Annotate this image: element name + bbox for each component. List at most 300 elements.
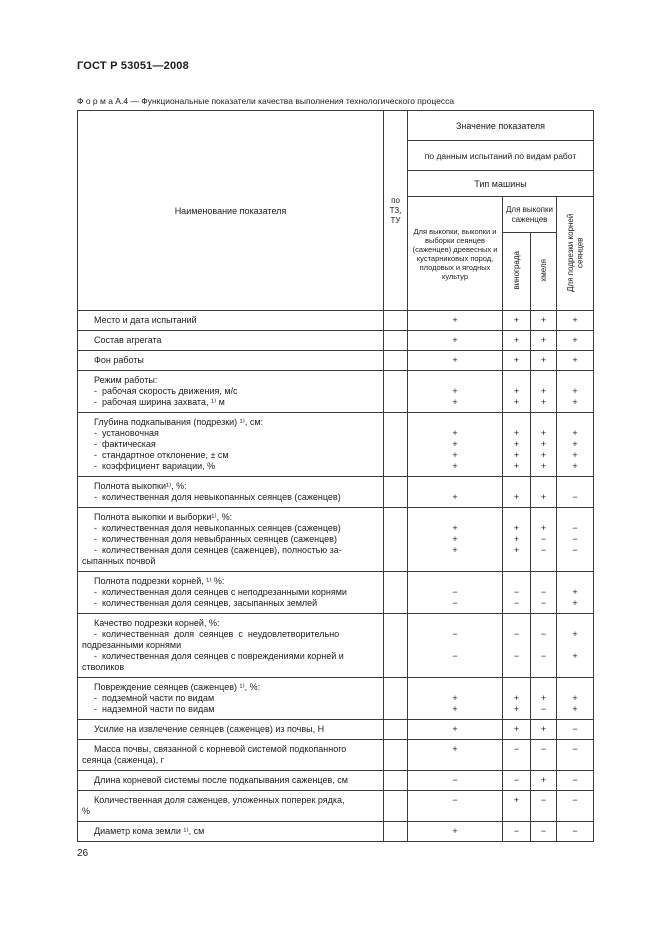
table-row <box>78 614 594 678</box>
value-mark: + <box>540 355 547 365</box>
tz-tu-value-cell <box>384 351 408 371</box>
value-cell <box>531 791 557 822</box>
value-mark: + <box>572 629 578 639</box>
indicator-label-line: Полнота выкопки¹⁾, %: <box>94 481 187 491</box>
value-cell <box>503 791 531 822</box>
value-mark: + <box>513 545 520 555</box>
machine4-vertical-label: Для подрезки корней сеянцев <box>565 213 584 292</box>
value-mark: − <box>452 587 458 597</box>
indicator-label-line: Усилие на извлечение сеянцев (саженцев) из почвы, Н <box>94 724 325 734</box>
value-cell <box>531 331 557 351</box>
value-mark <box>557 618 593 629</box>
value-mark <box>408 640 502 651</box>
value-cell <box>503 740 531 771</box>
value-mark: − <box>572 534 578 544</box>
value-mark: + <box>452 461 458 471</box>
value-mark: − <box>513 587 520 597</box>
value-cell <box>408 311 503 331</box>
indicator-label-cell <box>78 311 384 331</box>
value-mark <box>408 682 502 693</box>
indicator-label-line: подрезанными корнями <box>82 640 182 650</box>
tz-tu-value-cell <box>384 614 408 678</box>
value-mark <box>557 417 593 428</box>
value-mark: + <box>513 439 520 449</box>
value-mark: + <box>452 439 458 449</box>
indicator-label-line: сеянца (саженца), г <box>82 755 164 765</box>
indicator-label-line: - количественная доля сеянцев, засыпанных землей <box>94 598 318 608</box>
indicator-label-cell <box>78 508 384 572</box>
value-mark: + <box>452 704 458 714</box>
indicator-label-cell <box>78 614 384 678</box>
indicator-label-line: Количественная доля саженцев, уложенных поперек рядка, <box>94 795 345 805</box>
value-mark: + <box>572 335 578 345</box>
value-mark: + <box>540 523 547 533</box>
value-cell <box>531 614 557 678</box>
table-row <box>78 413 594 477</box>
value-mark: + <box>572 315 578 325</box>
value-mark <box>557 576 593 587</box>
indicator-label-cell <box>78 740 384 771</box>
value-cell <box>408 791 503 822</box>
tz-tu-value-cell <box>384 771 408 791</box>
indicator-label-line: Состав агрегата <box>94 335 162 345</box>
value-mark: + <box>572 704 578 714</box>
value-cell <box>557 572 594 614</box>
value-mark: + <box>513 397 520 407</box>
value-mark <box>531 481 556 492</box>
indicators-table <box>77 110 594 842</box>
col-header-machine-group2: Для выкопки саженцев <box>503 197 557 233</box>
value-mark <box>503 512 530 523</box>
value-cell <box>503 477 531 508</box>
value-mark: + <box>513 523 520 533</box>
value-mark: − <box>572 523 578 533</box>
value-mark: + <box>540 775 547 785</box>
value-cell <box>408 771 503 791</box>
value-mark: − <box>513 826 520 836</box>
value-mark: + <box>572 386 578 396</box>
value-cell <box>531 572 557 614</box>
indicator-label-line: Полнота подрезки корней, ¹⁾ %: <box>94 576 225 586</box>
indicator-label-cell <box>78 371 384 413</box>
value-mark: + <box>513 704 520 714</box>
value-mark: + <box>540 492 547 502</box>
value-mark: + <box>572 355 578 365</box>
indicator-label-line: - количественная доля сеянцев с повреждениями корней и <box>94 651 344 661</box>
col-header-by-tests: по данным испытаний по видам работ <box>408 141 594 171</box>
table-row <box>78 311 594 331</box>
indicator-label-cell <box>78 822 384 842</box>
value-mark: − <box>572 724 578 734</box>
table-row <box>78 720 594 740</box>
value-mark: + <box>513 355 520 365</box>
value-cell <box>503 771 531 791</box>
table-row <box>78 791 594 822</box>
col-header-tz-tu: по ТЗ, ТУ <box>384 111 408 311</box>
indicator-label-line: - надземной части по видам <box>94 704 215 714</box>
value-cell <box>557 822 594 842</box>
indicator-label-cell <box>78 771 384 791</box>
value-mark: + <box>572 693 578 703</box>
table-row <box>78 351 594 371</box>
value-mark: + <box>540 439 547 449</box>
col-header-value-title: Значение показателя <box>408 111 594 141</box>
value-mark: + <box>540 450 547 460</box>
indicator-label-line: стволиков <box>82 662 125 672</box>
indicator-label-cell <box>78 720 384 740</box>
value-mark: − <box>572 775 578 785</box>
table-row <box>78 477 594 508</box>
indicator-label-line: сыпанных почвой <box>82 556 156 566</box>
indicator-label-line: Длина корневой системы после подкапывания саженцев, см <box>94 775 348 785</box>
value-mark <box>408 662 502 673</box>
indicator-label-line: Диаметр кома земли ¹⁾, см <box>94 826 205 836</box>
machine2-vertical-label: винограда <box>511 251 521 290</box>
tz-tu-value-cell <box>384 740 408 771</box>
value-mark: + <box>513 315 520 325</box>
value-cell <box>531 771 557 791</box>
indicator-label-line: - стандартное отклонение, ± см <box>94 450 229 460</box>
value-cell <box>503 614 531 678</box>
col-header-machine3 <box>531 233 557 311</box>
value-cell <box>408 720 503 740</box>
value-cell <box>503 678 531 720</box>
value-mark <box>557 375 593 386</box>
value-mark: + <box>452 428 458 438</box>
value-cell <box>408 740 503 771</box>
value-cell <box>408 614 503 678</box>
indicator-label-line: Глубина подкапывания (подрезки) ¹⁾, см: <box>94 417 264 427</box>
value-mark <box>503 375 530 386</box>
value-mark: + <box>540 693 547 703</box>
table-row <box>78 740 594 771</box>
value-mark <box>408 755 502 766</box>
value-cell <box>408 413 503 477</box>
value-mark <box>531 618 556 629</box>
indicator-label-line: - рабочая скорость движения, м/с <box>94 386 238 396</box>
value-cell <box>557 331 594 351</box>
value-mark: + <box>452 545 458 555</box>
indicator-label-line: - количественная доля невыкопанных сеянцев (саженцев) <box>94 523 341 533</box>
value-mark <box>557 556 593 567</box>
table-row <box>78 678 594 720</box>
value-mark: − <box>540 795 547 805</box>
tz-tu-value-cell <box>384 477 408 508</box>
tz-tu-value-cell <box>384 508 408 572</box>
value-mark <box>408 417 502 428</box>
value-mark: − <box>540 651 547 661</box>
value-cell <box>531 508 557 572</box>
indicator-label-line: Полнота выкопки и выборки¹⁾, %: <box>94 512 233 522</box>
value-mark: − <box>540 587 547 597</box>
value-cell <box>503 822 531 842</box>
value-mark: − <box>572 492 578 502</box>
value-mark: − <box>513 629 520 639</box>
value-mark <box>557 755 593 766</box>
value-mark: − <box>540 534 547 544</box>
value-mark <box>503 682 530 693</box>
value-mark: + <box>513 693 520 703</box>
indicator-label-line: - установочная <box>94 428 159 438</box>
indicator-label-line: - коэффициент вариации, % <box>94 461 216 471</box>
indicator-label-cell <box>78 678 384 720</box>
value-mark: + <box>572 598 578 608</box>
doc-code: ГОСТ Р 53051—2008 <box>77 60 189 72</box>
value-mark <box>531 755 556 766</box>
value-cell <box>557 740 594 771</box>
tz-tu-value-cell <box>384 678 408 720</box>
value-mark: − <box>452 795 458 805</box>
value-mark <box>557 481 593 492</box>
value-mark: − <box>572 795 578 805</box>
value-mark: − <box>572 826 578 836</box>
value-cell <box>503 351 531 371</box>
table-row <box>78 508 594 572</box>
value-mark: + <box>572 450 578 460</box>
indicator-label-line: Фон работы <box>94 355 144 365</box>
value-cell <box>557 508 594 572</box>
tz-tu-value-cell <box>384 371 408 413</box>
value-cell <box>531 311 557 331</box>
value-mark: + <box>540 335 547 345</box>
value-mark <box>531 375 556 386</box>
value-mark: + <box>540 386 547 396</box>
value-cell <box>531 720 557 740</box>
value-cell <box>531 477 557 508</box>
value-cell <box>408 371 503 413</box>
value-mark: + <box>513 461 520 471</box>
value-cell <box>557 791 594 822</box>
value-mark: + <box>513 795 520 805</box>
value-cell <box>531 413 557 477</box>
table-row <box>78 331 594 351</box>
value-mark: + <box>572 587 578 597</box>
value-mark: + <box>452 450 458 460</box>
value-mark <box>557 806 593 817</box>
value-mark: + <box>572 439 578 449</box>
indicator-label-line: % <box>82 806 91 816</box>
value-mark: + <box>540 397 547 407</box>
value-mark <box>503 618 530 629</box>
table-row <box>78 371 594 413</box>
indicator-label-line: Качество подрезки корней, %: <box>94 618 220 628</box>
value-mark: + <box>452 335 458 345</box>
table-row <box>78 822 594 842</box>
value-cell <box>503 508 531 572</box>
value-mark: + <box>452 744 458 754</box>
value-mark: − <box>572 744 578 754</box>
value-mark: + <box>540 428 547 438</box>
value-mark: + <box>452 826 458 836</box>
value-mark <box>503 417 530 428</box>
value-mark <box>408 556 502 567</box>
tz-tu-value-cell <box>384 572 408 614</box>
value-mark: − <box>540 826 547 836</box>
value-cell <box>503 371 531 413</box>
value-mark <box>557 682 593 693</box>
value-cell <box>408 822 503 842</box>
value-mark: − <box>540 598 547 608</box>
value-mark <box>531 662 556 673</box>
value-mark: + <box>513 428 520 438</box>
value-mark <box>531 682 556 693</box>
indicator-label-line: - количественная доля сеянцев с неудовлетворительно <box>94 629 340 639</box>
indicator-label-line: Повреждение сеянцев (саженцев) ¹⁾, %: <box>94 682 261 692</box>
value-cell <box>503 311 531 331</box>
value-mark <box>408 618 502 629</box>
value-mark <box>557 662 593 673</box>
value-cell <box>531 371 557 413</box>
value-mark: + <box>572 461 578 471</box>
indicator-label-cell <box>78 572 384 614</box>
indicator-label-line: - количественная доля сеянцев с неподрезанными корнями <box>94 587 347 597</box>
value-mark: − <box>513 775 520 785</box>
indicator-label-line: Масса почвы, связанной с корневой системой подкопанного <box>94 744 347 754</box>
tz-tu-value-cell <box>384 311 408 331</box>
value-mark <box>503 662 530 673</box>
value-mark: + <box>452 492 458 502</box>
col-header-indicator-name: Наименование показателя <box>78 111 384 311</box>
col-header-machine4 <box>557 197 594 311</box>
value-cell <box>557 477 594 508</box>
value-mark <box>531 556 556 567</box>
value-mark: − <box>452 775 458 785</box>
indicator-label-cell <box>78 791 384 822</box>
value-cell <box>531 678 557 720</box>
value-mark <box>531 640 556 651</box>
value-mark: + <box>572 397 578 407</box>
indicator-label-cell <box>78 413 384 477</box>
value-mark <box>408 806 502 817</box>
indicator-label-cell <box>78 477 384 508</box>
indicator-label-line: - рабочая ширина захвата, ¹⁾ м <box>94 397 225 407</box>
value-cell <box>557 771 594 791</box>
value-cell <box>408 572 503 614</box>
value-mark <box>531 576 556 587</box>
value-mark: + <box>513 492 520 502</box>
value-mark: + <box>452 534 458 544</box>
value-mark <box>408 512 502 523</box>
value-mark <box>503 576 530 587</box>
value-mark: + <box>540 724 547 734</box>
tz-tu-value-cell <box>384 720 408 740</box>
value-mark: − <box>513 598 520 608</box>
tz-tu-value-cell <box>384 791 408 822</box>
value-cell <box>557 371 594 413</box>
table-row <box>78 572 594 614</box>
value-mark <box>408 375 502 386</box>
value-mark: − <box>540 545 547 555</box>
form-caption: Ф о р м а А.4 — Функциональные показатели качества выполнения технологического процесса <box>77 96 455 106</box>
indicator-label-line: - подземной части по видам <box>94 693 215 703</box>
value-cell <box>557 614 594 678</box>
page-number: 26 <box>77 848 89 859</box>
value-cell <box>557 413 594 477</box>
indicator-label-line: Режим работы: <box>94 375 158 385</box>
col-header-machine-type: Тип машины <box>408 171 594 197</box>
value-cell <box>408 508 503 572</box>
value-cell <box>408 351 503 371</box>
indicator-label-line: - фактическая <box>94 439 156 449</box>
value-mark: − <box>452 598 458 608</box>
tz-tu-value-cell <box>384 822 408 842</box>
value-cell <box>531 351 557 371</box>
value-mark: − <box>540 629 547 639</box>
value-mark: + <box>452 693 458 703</box>
value-mark <box>503 755 530 766</box>
value-mark <box>531 417 556 428</box>
tz-tu-value-cell <box>384 331 408 351</box>
value-cell <box>531 740 557 771</box>
value-mark <box>503 806 530 817</box>
table-header <box>78 111 594 311</box>
value-cell <box>408 678 503 720</box>
value-mark: + <box>452 315 458 325</box>
value-mark <box>557 640 593 651</box>
value-mark <box>503 556 530 567</box>
value-mark: + <box>452 386 458 396</box>
indicator-label-line: - количественная доля сеянцев (саженцев), полностью за- <box>94 545 342 555</box>
col-header-machine1: Для выкопки, выкопки и выборки сеянцев (саженцев) древесных и кустарниковых пород, плодовых и ягодных культур <box>408 197 503 311</box>
value-cell <box>557 351 594 371</box>
value-mark: + <box>513 534 520 544</box>
machine3-vertical-label: хмеля <box>538 259 548 282</box>
value-cell <box>557 311 594 331</box>
value-cell <box>557 678 594 720</box>
value-mark: − <box>452 629 458 639</box>
value-mark: + <box>513 386 520 396</box>
value-mark <box>557 512 593 523</box>
value-mark: − <box>540 744 547 754</box>
value-mark: + <box>513 724 520 734</box>
value-mark: − <box>513 651 520 661</box>
value-mark: − <box>540 704 547 714</box>
value-mark: + <box>452 355 458 365</box>
value-mark <box>503 481 530 492</box>
value-mark: − <box>572 545 578 555</box>
indicator-label-cell <box>78 331 384 351</box>
value-cell <box>503 413 531 477</box>
value-cell <box>408 331 503 351</box>
value-cell <box>531 822 557 842</box>
value-cell <box>503 572 531 614</box>
value-mark: + <box>513 450 520 460</box>
value-mark: + <box>572 651 578 661</box>
table-body <box>78 311 594 842</box>
indicator-label-line: - количественная доля невыбранных сеянцев (саженцев) <box>94 534 337 544</box>
value-mark: + <box>513 335 520 345</box>
value-mark <box>503 640 530 651</box>
value-mark: + <box>540 461 547 471</box>
value-mark: − <box>452 651 458 661</box>
col-header-machine2 <box>503 233 531 311</box>
indicator-label-line: Место и дата испытаний <box>94 315 197 325</box>
indicator-label-line: - количественная доля невыкопанных сеянцев (саженцев) <box>94 492 341 502</box>
tz-tu-value-cell <box>384 413 408 477</box>
indicator-label-cell <box>78 351 384 371</box>
table-row <box>78 771 594 791</box>
value-cell <box>557 720 594 740</box>
value-mark: + <box>540 315 547 325</box>
value-mark: − <box>513 744 520 754</box>
value-cell <box>503 720 531 740</box>
value-cell <box>503 331 531 351</box>
value-mark: + <box>572 428 578 438</box>
value-mark: + <box>452 724 458 734</box>
value-mark: + <box>452 397 458 407</box>
value-cell <box>408 477 503 508</box>
value-mark <box>531 806 556 817</box>
